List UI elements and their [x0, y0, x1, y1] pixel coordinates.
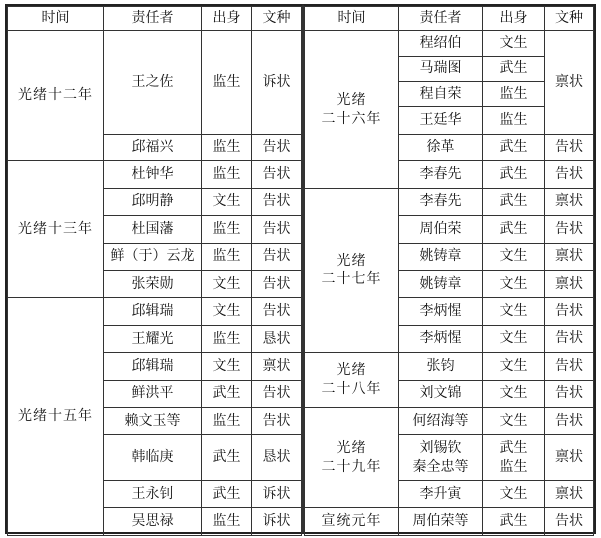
person-cell	[399, 435, 483, 481]
table-row	[305, 31, 594, 56]
origin-cell: 文生	[202, 353, 252, 380]
person-cell: 李春先	[399, 188, 483, 215]
person-cell: 杜国藩	[104, 216, 202, 243]
origin-cell: 文生	[483, 325, 545, 352]
doc-type-cell: 恳状	[252, 435, 302, 481]
doc-type-cell: 诉状	[252, 508, 302, 536]
doc-type-cell: 告状	[545, 508, 594, 536]
doc-type-cell: 禀状	[545, 243, 594, 270]
person-line-1: 刘锡钦	[419, 439, 462, 456]
origin-cell: 文生	[202, 270, 252, 297]
origin-cell	[483, 435, 545, 481]
doc-type-cell: 告状	[545, 298, 594, 325]
person-cell: 吴思禄	[104, 508, 202, 536]
doc-type-cell: 告状	[252, 216, 302, 243]
doc-type-cell: 告状	[545, 380, 594, 407]
doc-type-cell: 告状	[252, 188, 302, 215]
origin-cell: 文生	[202, 188, 252, 215]
person-cell: 杜钟华	[104, 161, 202, 188]
origin-cell: 武生	[483, 216, 545, 243]
doc-type-cell: 告状	[252, 134, 302, 160]
right-table	[304, 6, 594, 536]
origin-cell: 监生	[483, 107, 545, 134]
time-line-2: 二十七年	[321, 271, 382, 288]
doc-type-cell: 告状	[252, 161, 302, 188]
time-cell: 光绪十五年	[8, 298, 104, 536]
header-origin: 出身	[483, 7, 545, 31]
person-cell: 姚铸章	[399, 270, 483, 297]
person-cell: 王廷华	[399, 107, 483, 134]
person-cell: 邱辑瑞	[104, 353, 202, 380]
header-row	[8, 7, 302, 31]
time-line-1: 光绪	[336, 362, 367, 379]
origin-cell: 武生	[202, 380, 252, 407]
time-cell	[305, 407, 399, 508]
doc-type-cell: 告状	[545, 353, 594, 380]
time-line-1: 光绪	[336, 252, 367, 269]
origin-cell: 监生	[202, 407, 252, 434]
table-row	[8, 31, 302, 135]
header-time: 时间	[8, 7, 104, 31]
time-line-2: 二十八年	[321, 381, 382, 398]
person-cell: 张荣勋	[104, 270, 202, 297]
time-cell	[305, 31, 399, 188]
person-cell: 马瑞图	[399, 56, 483, 81]
record-table	[5, 4, 596, 534]
time-line-2: 二十九年	[321, 458, 382, 475]
left-table	[7, 6, 302, 536]
origin-line-2: 监生	[499, 458, 528, 475]
header-doc-type: 文种	[545, 7, 594, 31]
origin-cell: 武生	[483, 161, 545, 188]
left-half	[5, 4, 302, 534]
doc-type-cell: 诉状	[252, 481, 302, 508]
person-cell: 周伯荣等	[399, 508, 483, 536]
origin-cell: 武生	[483, 508, 545, 536]
table-row	[8, 298, 302, 325]
person-cell: 李炳惺	[399, 298, 483, 325]
origin-cell: 武生	[483, 188, 545, 215]
time-line-1: 光绪	[336, 439, 367, 456]
person-cell: 徐革	[399, 134, 483, 160]
person-cell: 韩临庚	[104, 435, 202, 481]
origin-cell: 文生	[483, 353, 545, 380]
time-cell: 光绪十三年	[8, 161, 104, 298]
person-cell: 何绍海等	[399, 407, 483, 434]
origin-cell: 武生	[202, 481, 252, 508]
origin-cell: 文生	[483, 298, 545, 325]
origin-cell: 监生	[202, 508, 252, 536]
doc-type-cell: 禀状	[545, 270, 594, 297]
person-cell: 刘文锦	[399, 380, 483, 407]
origin-cell: 文生	[483, 481, 545, 508]
doc-type-cell: 告状	[545, 161, 594, 188]
person-cell: 鲜洪平	[104, 380, 202, 407]
table-row	[305, 188, 594, 215]
time-cell: 光绪十二年	[8, 31, 104, 161]
person-cell: 王之佐	[104, 31, 202, 135]
origin-cell: 文生	[202, 298, 252, 325]
person-cell: 李升寅	[399, 481, 483, 508]
person-cell: 程自荣	[399, 82, 483, 107]
doc-type-cell: 禀状	[545, 31, 594, 135]
origin-cell: 武生	[202, 435, 252, 481]
doc-type-cell: 告状	[545, 325, 594, 352]
table-row	[305, 353, 594, 380]
origin-cell: 文生	[483, 31, 545, 56]
person-cell: 赖文玉等	[104, 407, 202, 434]
header-time: 时间	[305, 7, 399, 31]
header-origin: 出身	[202, 7, 252, 31]
table-row	[8, 161, 302, 188]
person-cell: 周伯荣	[399, 216, 483, 243]
origin-cell: 监生	[483, 82, 545, 107]
header-person: 责任者	[104, 7, 202, 31]
person-cell: 程绍伯	[399, 31, 483, 56]
doc-type-cell: 告状	[252, 298, 302, 325]
origin-line-1: 武生	[499, 439, 528, 456]
header-doc-type: 文种	[252, 7, 302, 31]
doc-type-cell: 告状	[252, 270, 302, 297]
header-person: 责任者	[399, 7, 483, 31]
person-cell: 鲜（于）云龙	[104, 243, 202, 270]
person-cell: 姚铸章	[399, 243, 483, 270]
table-row	[305, 508, 594, 536]
origin-cell: 文生	[483, 380, 545, 407]
person-cell: 张钧	[399, 353, 483, 380]
time-line-2: 二十六年	[321, 110, 382, 127]
person-line-2: 秦全忠等	[412, 458, 469, 475]
person-cell: 李春先	[399, 161, 483, 188]
doc-type-cell: 禀状	[545, 188, 594, 215]
origin-cell: 武生	[483, 134, 545, 160]
person-cell: 王耀光	[104, 325, 202, 352]
person-cell: 邱福兴	[104, 134, 202, 160]
person-cell: 邱明静	[104, 188, 202, 215]
right-half	[304, 4, 596, 534]
origin-cell: 监生	[202, 31, 252, 135]
doc-type-cell: 告状	[252, 380, 302, 407]
doc-type-cell: 告状	[252, 243, 302, 270]
origin-cell: 文生	[483, 243, 545, 270]
time-line-1: 光绪	[336, 91, 367, 108]
origin-cell: 文生	[483, 270, 545, 297]
doc-type-cell: 告状	[545, 216, 594, 243]
origin-cell: 武生	[483, 56, 545, 81]
doc-type-cell: 禀状	[252, 353, 302, 380]
origin-cell: 文生	[483, 407, 545, 434]
doc-type-cell: 告状	[545, 407, 594, 434]
doc-type-cell: 告状	[252, 407, 302, 434]
origin-cell: 监生	[202, 216, 252, 243]
person-cell: 王永钊	[104, 481, 202, 508]
origin-cell: 监生	[202, 161, 252, 188]
origin-cell: 监生	[202, 134, 252, 160]
doc-type-cell: 恳状	[252, 325, 302, 352]
header-row	[305, 7, 594, 31]
time-cell: 宣统元年	[305, 508, 399, 536]
table-row	[305, 407, 594, 434]
origin-cell: 监生	[202, 243, 252, 270]
doc-type-cell: 禀状	[545, 435, 594, 481]
time-cell	[305, 353, 399, 408]
doc-type-cell: 诉状	[252, 31, 302, 135]
person-cell: 李炳惺	[399, 325, 483, 352]
person-cell: 邱辑瑞	[104, 298, 202, 325]
doc-type-cell: 告状	[545, 134, 594, 160]
time-cell	[305, 188, 399, 352]
origin-cell: 监生	[202, 325, 252, 352]
doc-type-cell: 禀状	[545, 481, 594, 508]
